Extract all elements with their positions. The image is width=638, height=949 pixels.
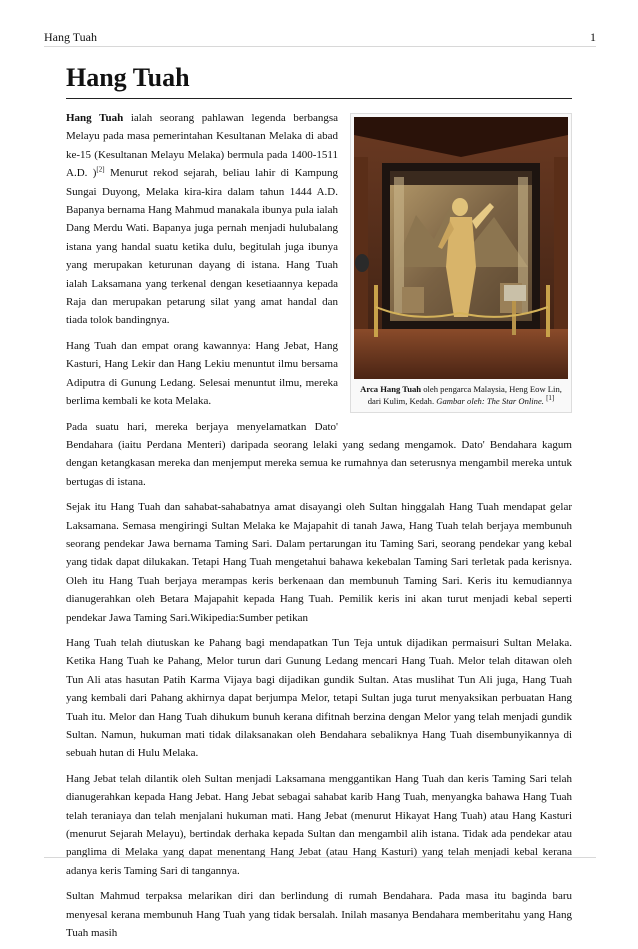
reference-2[interactable]: [2] (96, 165, 105, 174)
page-number: 1 (590, 30, 596, 44)
paragraph-4: Sejak itu Hang Tuah dan sahabat-sahabatnya amat disayangi oleh Sultan hinggalah Hang Tuah mendapat gelar Laksamana. Semasa mengiringi Sultan Melaka ke Majapahit di tanah Jawa, Hang Tuah telah berjaya membunuh seorang pendekar Jawa bernama Taming Sari. Dalam pertarungan itu Taming Sari, seorang pendekar yang kebal yang tidak dapat dilukakan. Tetapi Hang Tuah mengetahui bahawa kekebalan Taming Sari terletak pada kerisnya. Oleh itu Hang Tuah berjaya merampas keris berkenaan dan membunuh Taming Sari. Keris itu kemudiannya dianugerahkan oleh Betara Majapahit kepada Hang Tuah. Pemilik keris ini akan turut menjadi kebal seperti pendekar Jawa Taming Sari.Wikipedia:Sumber petikan (66, 501, 572, 624)
paragraph-6: Hang Jebat telah dilantik oleh Sultan menjadi Laksamana menggantikan Hang Tuah dan keris Taming Sari telah dianugerahkan kepada Hang Jebat. Hang Jebat sebagai sahabat karib Hang Tuah, menyangka bahawa Hang Tuah telah teraniaya dan telah menjalani hukuman mati. Hang Jebat (menurut Hikayat Hang Tuah) atau Hang Kasturi (menurut Sejarah Melayu), bertindak derhaka kepada Sultan dan mengambil alih istana. Tidak ada pendekar atau panglima di Melaka yang dapat menentang Hang Jebat (atau Hang Kasturi) yang telah menjadi kebal kerana adanya keris Taming Sari di tangannya. (66, 772, 572, 877)
figure-statue (350, 113, 572, 413)
article (66, 62, 572, 949)
figure-caption (354, 379, 568, 409)
caption-text: oleh pengarca Malaysia, Heng Eow Lin, dari Kulim, Kedah. (367, 384, 562, 406)
caption-bold: Arca Hang Tuah (360, 384, 422, 394)
lead-name: Hang Tuah (66, 112, 124, 124)
caption-credit: Gambar oleh: The Star Online. (436, 396, 544, 406)
caption-reference: [1] (546, 394, 555, 403)
paragraph-2: Hang Tuah dan empat orang kawannya: Hang Jebat, Hang Kasturi, Hang Lekir dan Hang Lekiu menuntut ilmu bersama Adiputra di Gunung Ledang. Selesai menuntut ilmu, mereka berlima kembali ke kota Melaka. (66, 339, 338, 408)
statue-photo (354, 117, 568, 379)
paragraph-5: Hang Tuah telah diutuskan ke Pahang bagi mendapatkan Tun Teja untuk dijadikan permaisuri Sultan Melaka. Ketika Hang Tuah ke Pahang, Melor turun dari Gunung Ledang mencari Hang Tuah. Melor telah ditawan oleh Tun Ali atas hasutan Patih Karma Vijaya bagi dijadikan gundik Sultan. Atas muslihat Tun Ali juga, Hang Tuah yang kembali dari Pahang akhirnya dapat berjumpa Melor, tetapi Sultan juga turut menyaksikan perbuatan Hang Tuah itu. Melor dan Hang Tuah dihukum bunuh kerana difitnah berzina dengan Melor yang telah menjadi gundik Sultan. Namun, hukuman mati tidak dilaksanakan oleh Bendahara sebaliknya Hang Tuah disembunyikannya di sebuah hutan di Hulu Melaka. (66, 636, 572, 760)
article-title: Hang Tuah (66, 62, 572, 99)
paragraph-3: Pada suatu hari, mereka berjaya menyelamatkan Dato' Bendahara (iaitu Perdana Menteri) daripada seorang lelaki yang sedang mengamok. Dato' Bendahara kagum dengan ketangkasan mereka dan menjemput mereka semua ke rumahnya dan seterusnya mengambil mereka untuk bertugas di istana. (66, 420, 572, 488)
paragraph-1-text-b: Menurut rekod sejarah, beliau lahir di Kampung Sungai Duyong, Melaka kira-kira dalam tahun 1444 A.D. Bapanya bernama Hang Mahmud manakala ibunya pula ialah Dang Merdu Wati. Bapanya juga pernah menjadi hulubalang istana yang handal suatu ketika dulu, begitulah juga ibunya yang merupakan keturunan dayang di istana. Hang Tuah ialah Laksamana yang terkenal dengan kesetiaannya kepada Raja dan merupakan petarung silat yang amat handal dan tiada tolok bandingnya. (66, 167, 338, 327)
running-header (44, 30, 596, 47)
paragraph-7: Sultan Mahmud terpaksa melarikan diri dan berlindung di rumah Bendahara. Pada masa itu baginda baru menyesal kerana membunuh Hang Tuah yang tidak bersalah. Inilah masanya Bendahara memberitahu yang Hang Tuah masih (66, 890, 572, 940)
footer-rule (44, 857, 596, 858)
paragraph-1-text-a: ialah seorang pahlawan legenda berbangsa Melayu pada masa pemerintahan Kesultanan Melaka di abad ke-15 (Kesultanan Melayu Melaka) bermula pada 1400-1511 A.D. ) (66, 112, 338, 180)
running-header-title: Hang Tuah (44, 30, 98, 44)
